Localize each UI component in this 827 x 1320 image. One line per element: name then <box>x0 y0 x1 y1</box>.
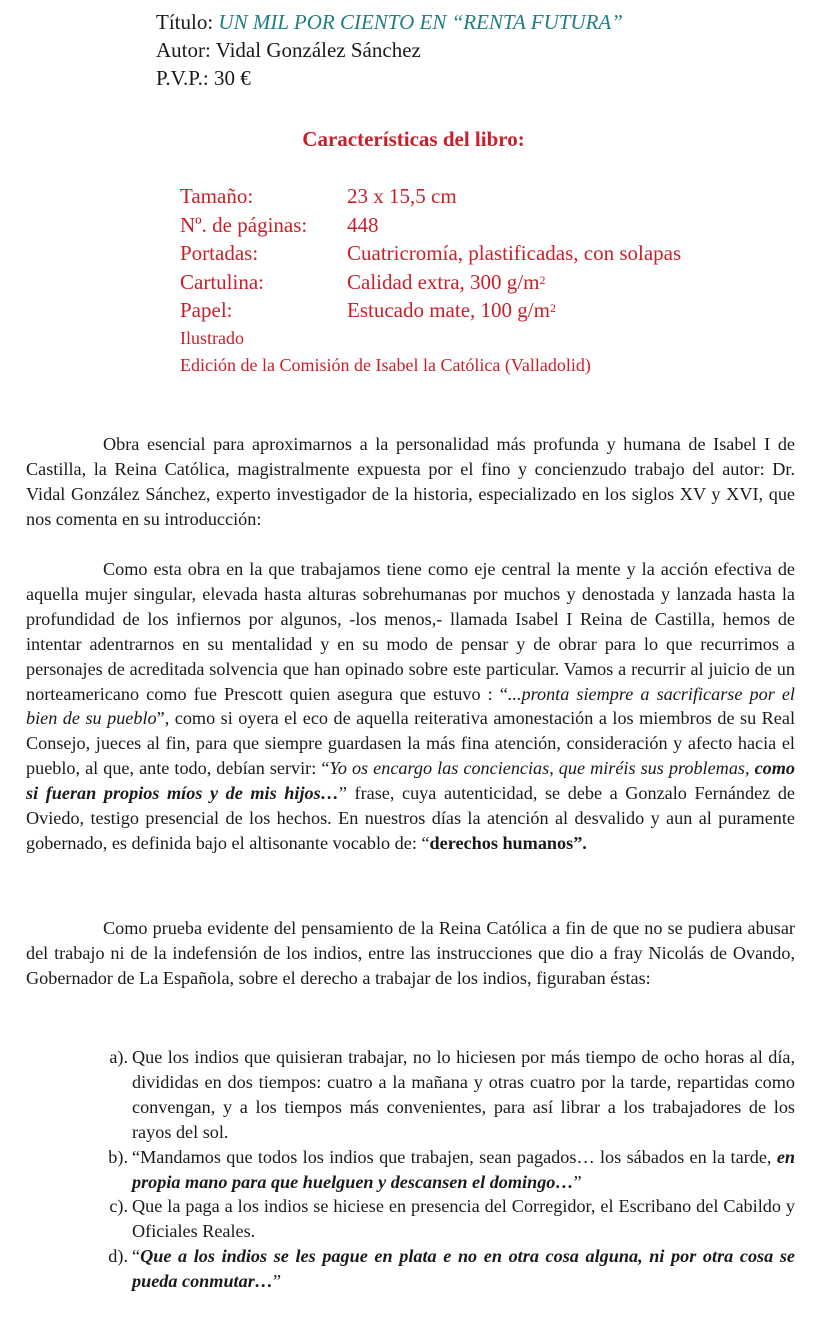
spec-value <box>347 268 545 297</box>
text-run: ”. <box>573 832 587 853</box>
paragraph-quote <box>26 557 795 856</box>
bold-italic-quote: en propia mano para que huelguen y descansen el domingo… <box>132 1146 795 1192</box>
spec-note: Edición de la Comisión de Isabel la Católica (Valladolid) <box>180 354 591 375</box>
text-run: ” frase, cuya autenticidad, se debe a Gonzalo Fernández de Oviedo, testigo presencial de los hechos. En nuestros días la atención al desvalido y aun al puramente gobernado, es definida bajo el altisonante vocablo de: “ <box>26 783 795 853</box>
list-marker: c). <box>109 1196 128 1217</box>
text-run: ”, como si oyera el eco de aquella reiterativa amonestación a los miembros de su Real Consejo, jueces al fin, para que siempre guardasen la más fina atención, consideración y afecto hacia el pueblo, al que, ante todo, debían servir: “ <box>26 708 796 779</box>
spec-value: 23 x 15,5 cm <box>347 184 457 208</box>
spec-row <box>180 182 681 211</box>
list-marker: a). <box>109 1047 128 1067</box>
italic-quote: ...pronta siempre a sacrificarse por el bien de su pueblo <box>26 683 795 729</box>
italic-quote: Yo os encargo las conciencias, que miréis sus problemas, <box>329 758 755 779</box>
list-item <box>98 1194 795 1244</box>
title-label: Título: <box>156 10 219 34</box>
spec-label: Papel: <box>180 298 233 322</box>
paragraph-intro <box>26 432 795 532</box>
spec-row <box>180 239 681 268</box>
superscript: 2 <box>539 272 546 287</box>
spec-value <box>347 296 556 325</box>
bold-italic-quote: Que a los indios se les pague en plata e no en otra cosa alguna, ni por otra cosa se pueda conmutar… <box>132 1246 795 1292</box>
spec-label: Cartulina: <box>180 269 264 294</box>
superscript: 2 <box>549 301 556 315</box>
spec-value-text: Calidad extra, 300 g/m <box>347 269 540 294</box>
text-run: ” <box>272 1271 282 1292</box>
specs-heading: Características del libro: <box>302 127 525 151</box>
spec-value: 448 <box>347 212 379 237</box>
spec-label: Portadas: <box>180 241 259 265</box>
text-run: Como esta obra en la que trabajamos tiene como eje central la mente y la acción efectiva de aquella mujer singular, elevada hasta alturas sobrehumanas por muchos y denostada y lanzada hasta la profundidad de los infiernos por algunos, -los menos,- llamada Isabel I Reina de Castilla, hemos de intentar adentrarnos en su mentalidad y en su modo de pensar y de obrar para lo que recurrimos a personajes de acreditada solvencia que han opinado sobre este particular. Vamos a recurrir al juicio de un norteamericano como fue Prescott quien asegura que estuvo : “ <box>26 559 795 704</box>
list-item-text: Que los indios que quisieran trabajar, no lo hiciesen por más tiempo de ocho horas al día, divididas en dos tiempos: cuatro a la mañana y otras cuatro por la tarde, repartidas como convengan, y a los tiempos más convenientes, para así librar a los trabajadores de los rayos del sol. <box>132 1047 795 1142</box>
spec-value-text: Estucado mate, 100 g/m <box>347 298 550 322</box>
instructions-list <box>98 1045 795 1294</box>
book-title: UN MIL POR CIENTO EN “RENTA FUTURA” <box>218 10 623 34</box>
bold-italic-quote: como si fueran propios míos y de mis hijos… <box>26 758 795 804</box>
bold-term: derechos humanos <box>429 832 574 853</box>
title-line <box>156 8 623 36</box>
list-marker: d). <box>108 1246 128 1267</box>
text-run: “ <box>132 1246 141 1267</box>
spec-note: Ilustrado <box>180 327 244 348</box>
book-header <box>156 8 623 92</box>
specs-list <box>180 182 681 379</box>
paragraph-evidence <box>26 916 795 991</box>
list-item-text: Que la paga a los indios se hiciese en presencia del Corregidor, el Escribano del Cabildo y Oficiales Reales. <box>132 1196 795 1242</box>
spec-value: Cuatricromía, plastificadas, con solapas <box>347 241 682 265</box>
text-run: ” <box>573 1171 582 1192</box>
spec-label: Tamaño: <box>180 184 254 208</box>
list-marker: b). <box>108 1146 128 1167</box>
paragraph-text: Obra esencial para aproximarnos a la personalidad más profunda y humana de Isabel I de Castilla, la Reina Católica, magistralmente expuesta por el fino y concienzudo trabajo del autor: Dr. Vidal González Sánchez, experto investigador de la historia, especializado en los siglos XV y XVI, que nos comenta en su introducción: <box>26 434 795 529</box>
list-item <box>98 1244 795 1294</box>
price-line: P.V.P.: 30 € <box>156 66 251 90</box>
text-run: “Mandamos que todos los indios que trabajen, sean pagados… los sábados en la tarde, <box>132 1146 777 1167</box>
list-item <box>98 1145 795 1195</box>
spec-row <box>180 211 681 240</box>
list-item-text <box>128 1145 795 1195</box>
spec-row <box>180 296 681 325</box>
paragraph-text: Como prueba evidente del pensamiento de la Reina Católica a fin de que no se pudiera abusar del trabajo ni de la indefensión de los indios, entre las instrucciones que dio a fray Nicolás de Ovando, Gobernador de La Española, sobre el derecho a trabajar de los indios, figuraban éstas: <box>26 918 795 988</box>
list-item-text <box>128 1244 795 1294</box>
list-item <box>98 1045 795 1145</box>
spec-row <box>180 268 681 297</box>
paragraph-text <box>26 557 795 856</box>
spec-label: Nº. de páginas: <box>180 212 308 237</box>
author-line: Autor: Vidal González Sánchez <box>156 38 421 62</box>
